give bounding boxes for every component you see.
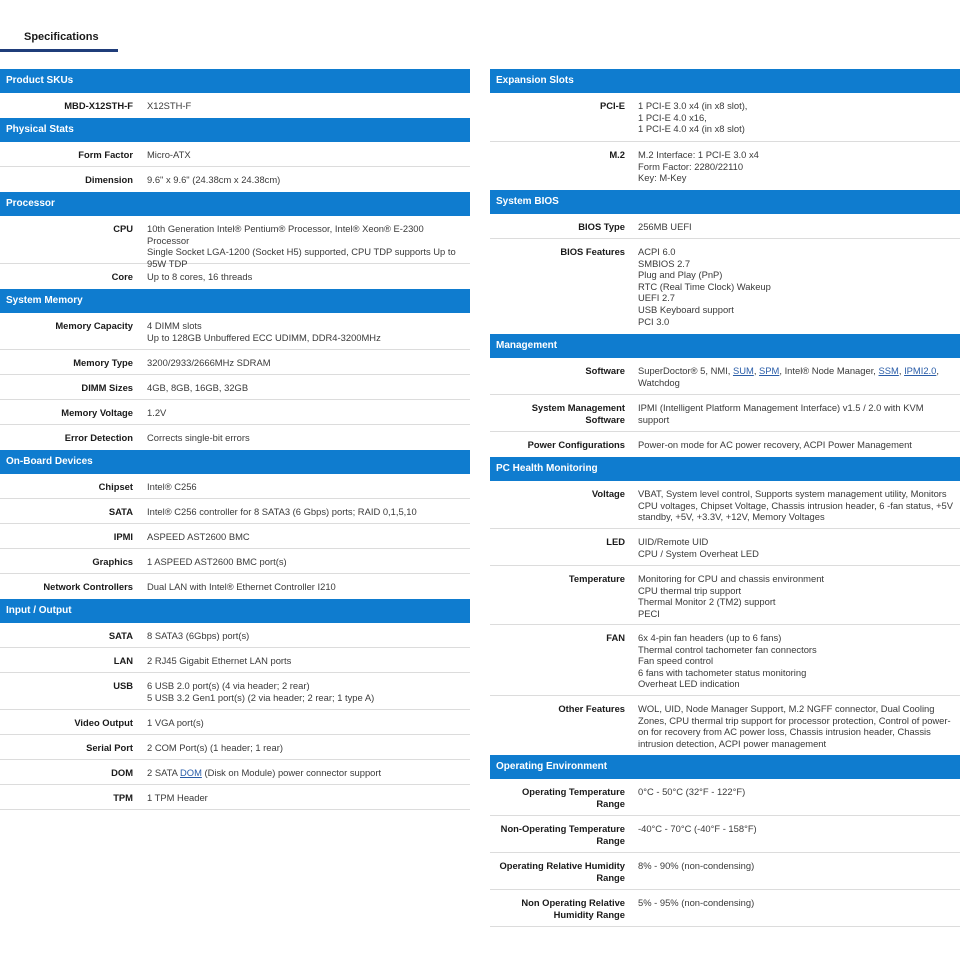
spec-row — [0, 264, 470, 289]
spec-row — [490, 395, 960, 432]
spec-label: Form Factor — [78, 149, 133, 160]
spec-row — [0, 785, 470, 810]
spec-label: Dimension — [85, 174, 133, 185]
spec-row — [0, 760, 470, 785]
spec-row — [0, 574, 470, 599]
spec-section-input-output — [0, 599, 470, 810]
spec-section-expansion-slots — [490, 69, 960, 190]
spec-value: ASPEED AST2600 BMC — [147, 531, 250, 542]
spec-row — [0, 375, 470, 400]
spec-row — [0, 499, 470, 524]
section-header: On-Board Devices — [0, 450, 470, 474]
spec-label: IPMI — [113, 531, 133, 542]
spec-value: 4GB, 8GB, 16GB, 32GB — [147, 382, 249, 393]
spec-row — [0, 524, 470, 549]
spec-value: 1 VGA port(s) — [147, 717, 204, 728]
spec-row — [0, 623, 470, 648]
spec-value: 4 DIMM slots Up to 128GB Unbuffered ECC UDIMM, DDR4-3200MHz — [147, 320, 381, 343]
spec-label: Power Configurations — [527, 439, 625, 450]
section-header: Physical Stats — [0, 118, 470, 142]
spec-label: System Management Software — [531, 402, 625, 425]
spec-row — [490, 566, 960, 625]
section-header: Expansion Slots — [490, 69, 960, 93]
section-header: Processor — [0, 192, 470, 216]
spec-value: Dual LAN with Intel® Ethernet Controller I210 — [147, 581, 336, 592]
spec-row — [490, 779, 960, 816]
spec-label: Other Features — [558, 703, 625, 714]
spec-label: Video Output — [74, 717, 133, 728]
spec-label: PCI-E — [599, 100, 625, 111]
section-header: Management — [490, 334, 960, 358]
spec-label: USB — [113, 680, 133, 691]
spec-label: Operating Relative Humidity Range — [499, 860, 625, 883]
spec-row — [0, 400, 470, 425]
spec-value: 6 USB 2.0 port(s) (4 via header; 2 rear) 5 USB 3.2 Gen1 port(s) (2 via header; 2 rear; 1 type A) — [147, 680, 375, 703]
spec-section-on-board-devices — [0, 450, 470, 599]
spec-value: 2 COM Port(s) (1 header; 1 rear) — [147, 742, 283, 753]
spec-row — [490, 481, 960, 529]
spec-row — [0, 167, 470, 192]
spec-label: Voltage — [591, 488, 625, 499]
spec-value: Monitoring for CPU and chassis environment CPU thermal trip support Thermal Monitor 2 (TM2) support PECI — [638, 573, 825, 619]
spec-value: -40°C - 70°C (-40°F - 158°F) — [638, 823, 757, 834]
link-spm[interactable]: SPM — [759, 365, 780, 376]
active-tab-indicator — [0, 49, 118, 52]
spec-row — [0, 313, 470, 350]
spec-value: 1 PCI-E 3.0 x4 (in x8 slot), 1 PCI-E 4.0 x16, 1 PCI-E 4.0 x4 (in x8 slot) — [638, 100, 748, 135]
spec-label: Non Operating Relative Humidity Range — [521, 897, 625, 920]
section-header: Product SKUs — [0, 69, 470, 93]
spec-label: Chipset — [98, 481, 133, 492]
spec-row — [0, 474, 470, 499]
link-dom[interactable]: DOM — [180, 767, 202, 778]
spec-label: Temperature — [568, 573, 625, 584]
spec-label: CPU — [113, 223, 133, 234]
spec-value: Corrects single-bit errors — [147, 432, 250, 443]
spec-value: 2 SATA DOM (Disk on Module) power connector support — [147, 767, 382, 778]
spec-label: BIOS Features — [560, 246, 625, 257]
spec-row — [490, 625, 960, 696]
spec-section-physical-stats — [0, 118, 470, 192]
spec-label: DOM — [111, 767, 133, 778]
spec-section-operating-environment — [490, 755, 960, 927]
spec-row — [0, 142, 470, 167]
spec-value: Power-on mode for AC power recovery, ACPI Power Management — [638, 439, 912, 450]
spec-row — [0, 735, 470, 760]
spec-label: Network Controllers — [43, 581, 133, 592]
spec-row — [490, 816, 960, 853]
spec-label: Memory Type — [73, 357, 133, 368]
section-header: PC Health Monitoring — [490, 457, 960, 481]
spec-value: M.2 Interface: 1 PCI-E 3.0 x4 Form Factor: 2280/22110 Key: M-Key — [638, 149, 759, 184]
spec-section-system-bios — [490, 190, 960, 334]
spec-row — [0, 425, 470, 450]
spec-value: Up to 8 cores, 16 threads — [147, 271, 253, 282]
left-spec-column — [0, 69, 470, 810]
spec-label: Memory Voltage — [61, 407, 133, 418]
spec-label: LAN — [113, 655, 133, 666]
spec-row — [490, 853, 960, 890]
spec-value: 1 TPM Header — [147, 792, 208, 803]
spec-row — [0, 549, 470, 574]
spec-row — [490, 696, 960, 755]
spec-value: 8 SATA3 (6Gbps) port(s) — [147, 630, 250, 641]
spec-value: 1 ASPEED AST2600 BMC port(s) — [147, 556, 287, 567]
spec-row — [490, 890, 960, 927]
spec-label: SATA — [108, 630, 133, 641]
spec-value: IPMI (Intelligent Platform Management Interface) v1.5 / 2.0 with KVM support — [638, 402, 924, 425]
spec-label: Software — [585, 365, 625, 376]
spec-value: 5% - 95% (non-condensing) — [638, 897, 755, 908]
spec-value: 8% - 90% (non-condensing) — [638, 860, 755, 871]
spec-row — [490, 529, 960, 566]
spec-row — [490, 93, 960, 142]
spec-value: UID/Remote UID CPU / System Overheat LED — [638, 536, 759, 559]
spec-label: Non-Operating Temperature Range — [500, 823, 625, 846]
spec-value: 10th Generation Intel® Pentium® Processor, Intel® Xeon® E-2300 Processor Single Socket LGA-1200 (Socket H5) supported, CPU TDP supports Up to 95W TDP — [147, 223, 456, 269]
link-ssm[interactable]: SSM — [878, 365, 899, 376]
spec-label: Error Detection — [64, 432, 133, 443]
spec-row — [490, 214, 960, 239]
spec-row — [490, 142, 960, 190]
spec-row — [490, 432, 960, 457]
section-header: System Memory — [0, 289, 470, 313]
spec-section-product-skus — [0, 69, 470, 118]
link-sum[interactable]: SUM — [732, 365, 754, 376]
spec-label: SATA — [108, 506, 133, 517]
spec-label: TPM — [113, 792, 133, 803]
spec-value: 6x 4-pin fan headers (up to 6 fans) Thermal control tachometer fan connectors Fan speed control 6 fans with tachometer status monitoring Overheat LED indication — [638, 632, 817, 690]
spec-value: WOL, UID, Node Manager Support, M.2 NGFF connector, Dual Cooling Zones, CPU thermal trip support for processor protection, Control of power- on for recovery from AC power loss, Chassis intrusion header, Chassis intrusion detection, ACPI power management — [638, 703, 951, 749]
spec-label: BIOS Type — [578, 221, 625, 232]
spec-value: 2 RJ45 Gigabit Ethernet LAN ports — [147, 655, 292, 666]
spec-label: Graphics — [92, 556, 133, 567]
spec-section-system-memory — [0, 289, 470, 450]
section-header: System BIOS — [490, 190, 960, 214]
tab-bar — [0, 0, 960, 54]
spec-value: 1.2V — [147, 407, 167, 418]
spec-section-processor — [0, 192, 470, 289]
spec-value: 9.6" x 9.6" (24.38cm x 24.38cm) — [147, 174, 281, 185]
spec-row — [0, 648, 470, 673]
right-spec-column — [490, 69, 960, 927]
spec-label: Core — [111, 271, 133, 282]
spec-row — [490, 358, 960, 395]
section-header: Operating Environment — [490, 755, 960, 779]
spec-value: SuperDoctor® 5, NMI, SUM, SPM, Intel® Node Manager, SSM, IPMI2.0, Watchdog — [638, 365, 939, 388]
spec-label: Serial Port — [86, 742, 133, 753]
spec-label: MBD-X12STH-F — [64, 100, 133, 111]
spec-label: DIMM Sizes — [81, 382, 133, 393]
spec-section-pc-health-monitoring — [490, 457, 960, 755]
spec-label: Memory Capacity — [55, 320, 133, 331]
spec-value: Micro-ATX — [147, 149, 191, 160]
spec-label: M.2 — [609, 149, 625, 160]
spec-value: 256MB UEFI — [638, 221, 692, 232]
link-ipmi2-0[interactable]: IPMI2.0 — [904, 365, 937, 376]
spec-label: Operating Temperature Range — [522, 786, 625, 809]
spec-row — [0, 350, 470, 375]
spec-value: 3200/2933/2666MHz SDRAM — [147, 357, 271, 368]
spec-row — [0, 673, 470, 710]
spec-value: 0°C - 50°C (32°F - 122°F) — [638, 786, 746, 797]
section-header: Input / Output — [0, 599, 470, 623]
spec-label: LED — [606, 536, 625, 547]
spec-row — [0, 710, 470, 735]
spec-value: X12STH-F — [147, 100, 192, 111]
spec-value: VBAT, System level control, Supports system management utility, Monitors CPU voltages, Chipset Voltage, Chassis intrusion header, 6 -fan status, +5V standby, +5V, +3.3V, +12V, Memory Voltages — [638, 488, 954, 523]
spec-row — [0, 216, 470, 269]
spec-row — [490, 239, 960, 334]
tab-specifications[interactable]: Specifications — [24, 31, 99, 43]
spec-value: Intel® C256 — [147, 481, 197, 492]
spec-value: ACPI 6.0 SMBIOS 2.7 Plug and Play (PnP) RTC (Real Time Clock) Wakeup UEFI 2.7 USB Keyboard support PCI 3.0 — [638, 246, 771, 327]
spec-section-management — [490, 334, 960, 457]
spec-row — [0, 93, 470, 118]
spec-label: FAN — [606, 632, 625, 643]
spec-value: Intel® C256 controller for 8 SATA3 (6 Gbps) ports; RAID 0,1,5,10 — [147, 506, 417, 517]
